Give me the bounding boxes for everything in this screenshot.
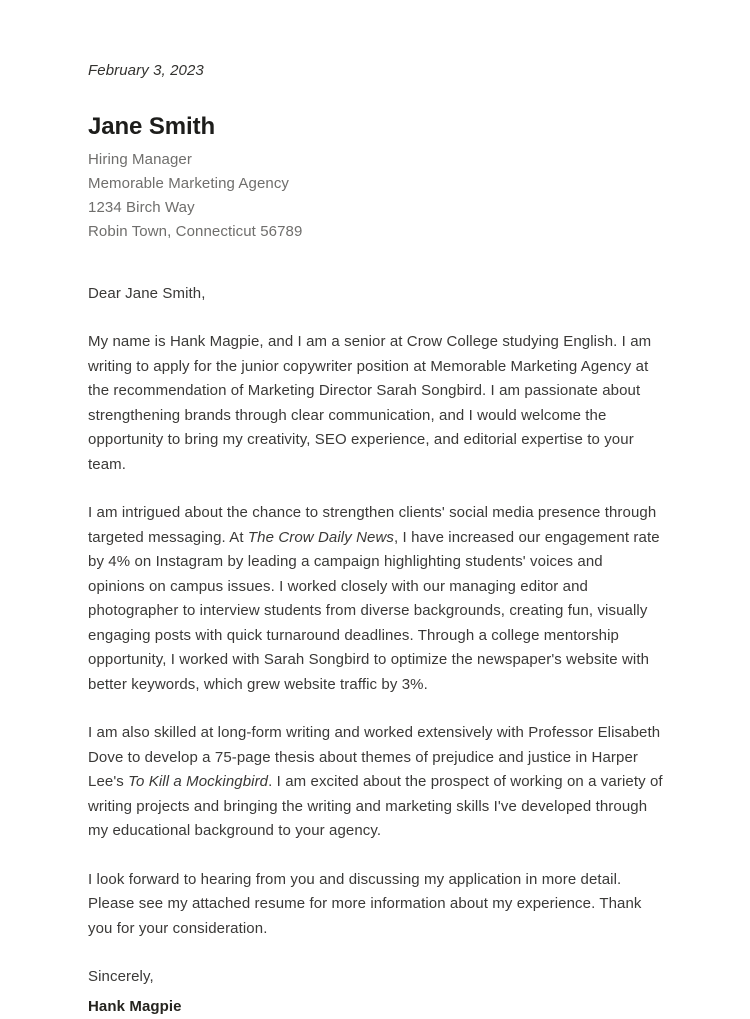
recipient-city-state-zip: Robin Town, Connecticut 56789 xyxy=(88,223,303,240)
signature-name: Hank Magpie xyxy=(88,998,182,1015)
italic-title: To Kill a Mockingbird xyxy=(128,773,269,790)
letter-date: February 3, 2023 xyxy=(88,62,204,79)
recipient-name: Jane Smith xyxy=(88,113,216,140)
letter-body xyxy=(88,330,663,941)
body-paragraph xyxy=(88,501,663,697)
body-paragraph xyxy=(88,721,663,844)
recipient-address-block xyxy=(88,148,663,244)
salutation: Dear Jane Smith, xyxy=(88,285,206,302)
closing-salutation: Sincerely, xyxy=(88,968,154,985)
body-paragraph xyxy=(88,868,663,942)
paragraph-text: I am intrigued about the chance to strengthen clients' social media presence through targeted messaging. At xyxy=(88,504,657,546)
paragraph-text: . I am excited about the prospect of working on a variety of writing projects and bringing the writing and marketing skills I've developed through my educational background to your agency. xyxy=(88,773,663,839)
closing-block xyxy=(88,965,663,1019)
paragraph-text: , I have increased our engagement rate by 4% on Instagram by leading a campaign highlighting students' voices and opinions on campus issues. I worked closely with our managing editor and photographer to interview students from diverse backgrounds, creating fun, visually engaging posts with quick turnaround deadlines. Through a college mentorship opportunity, I worked with Sarah Songbird to optimize the newspaper's website with better keywords, which grew website traffic by 3%. xyxy=(88,528,660,693)
paragraph-text: My name is Hank Magpie, and I am a senior at Crow College studying English. I am writing to apply for the junior copywriter position at Memorable Marketing Agency at the recommendation of Marketing Director Sarah Songbird. I am passionate about strengthening brands through clear communication, and I would welcome the opportunity to bring my creativity, SEO experience, and editorial expertise to your team. xyxy=(88,333,652,473)
recipient-street: 1234 Birch Way xyxy=(88,199,195,216)
recipient-company: Memorable Marketing Agency xyxy=(88,175,290,192)
body-paragraph xyxy=(88,330,663,477)
recipient-title: Hiring Manager xyxy=(88,151,192,168)
paragraph-text: I look forward to hearing from you and discussing my application in more detail. Please see my attached resume for more information about my experience. Thank you for your consideration. xyxy=(88,870,642,937)
letter-content xyxy=(88,60,663,1019)
paragraph-text: I am also skilled at long-form writing and worked extensively with Professor Elisabeth Dove to develop a 75-page thesis about themes of prejudice and justice in Harper Lee's xyxy=(88,724,661,790)
italic-title: The Crow Daily News xyxy=(247,528,395,546)
